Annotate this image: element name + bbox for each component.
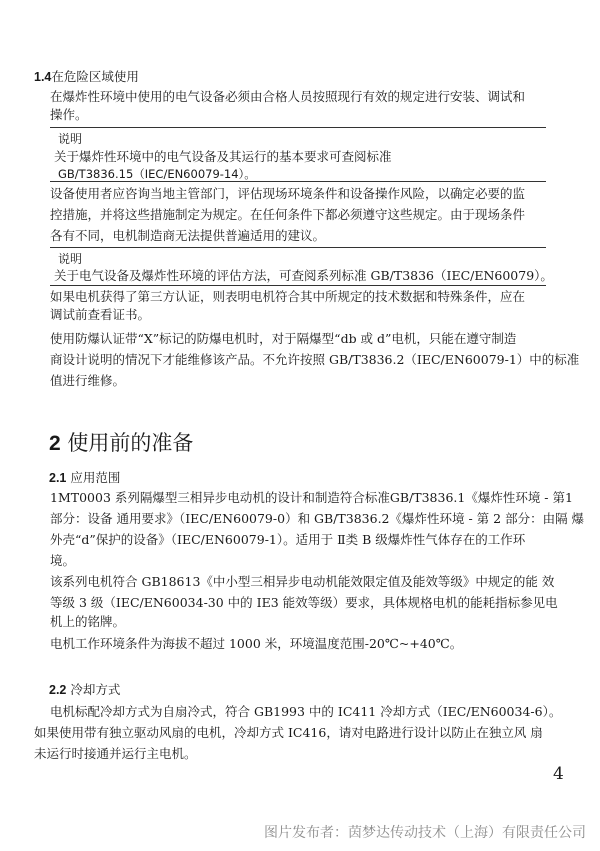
paragraph-line: 使用防爆认证带“X”标记的防爆电机时，对于隔爆型“db 或 d”电机，只能在遵守制造 bbox=[50, 331, 517, 346]
note-top-rule bbox=[50, 247, 546, 248]
chapter-heading-2 bbox=[49, 430, 193, 457]
section-heading-2-1 bbox=[49, 470, 120, 486]
paragraph-line: 商设计说明的情况下才能维修该产品。不允许按照 GB/T3836.2（IEC/EN60079-1）中的标准 bbox=[50, 352, 580, 367]
note-bottom-rule bbox=[50, 181, 546, 182]
note-bottom-rule bbox=[50, 285, 546, 286]
paragraph-line: 控措施，并将这些措施制定为规定。在任何条件下都必须遵守这些规定。由于现场条件 bbox=[50, 207, 526, 222]
paragraph-line: 各有不同，电机制造商无法提供普遍适用的建议。 bbox=[50, 228, 326, 243]
section-number: 2.1 bbox=[49, 471, 67, 485]
paragraph-line: 境。 bbox=[50, 553, 76, 568]
note-line: GB/T3836.15（IEC/EN60079-14）。 bbox=[58, 167, 256, 181]
paragraph-line: 电机工作环境条件为海拔不超过 1000 米，环境温度范围-20℃~+40℃。 bbox=[50, 636, 463, 651]
paragraph-line: 电机标配冷却方式为自扇冷式，符合 GB1993 中的 IC411 冷却方式（IEC/EN60034-6）。 bbox=[50, 704, 562, 719]
paragraph-line: 在爆炸性环境中使用的电气设备必须由合格人员按照现行有效的规定进行安装、调试和 bbox=[50, 89, 526, 104]
paragraph-line: 机上的铭牌。 bbox=[50, 614, 126, 629]
paragraph-line: 部分：设备 通用要求》（IEC/EN60079-0）和 GB/T3836.2《爆炸性环境 - 第 2 部分：由隔 爆 bbox=[50, 511, 585, 526]
paragraph-line: 等级 3 级（IEC/EN60034-30 中的 IE3 能效等级）要求，具体规格电机的能耗指标参见电 bbox=[50, 595, 558, 610]
paragraph-line: 操作。 bbox=[50, 107, 88, 122]
chapter-title: 使用前的准备 bbox=[67, 431, 194, 455]
note-label: 说明 bbox=[58, 252, 83, 266]
section-title: 冷却方式 bbox=[70, 682, 121, 697]
paragraph-line: 未运行时接通并运行主电机。 bbox=[34, 746, 197, 761]
publisher-watermark: 图片发布者：茵梦达传动技术（上海）有限责任公司 bbox=[264, 825, 586, 841]
section-heading-1-4 bbox=[34, 69, 139, 85]
section-number: 2.2 bbox=[49, 683, 67, 697]
paragraph-line: 外壳“d”保护的设备》（IEC/EN60079-1）。适用于 Ⅱ类 B 级爆炸性气体存在的工作环 bbox=[50, 532, 526, 547]
section-number: 1.4 bbox=[34, 70, 52, 84]
section-title: 应用范围 bbox=[70, 470, 121, 485]
note-line: 关于电气设备及爆炸性环境的评估方法，可查阅系列标准 GB/T3836（IEC/EN60079）。 bbox=[54, 268, 553, 283]
note-line: 关于爆炸性环境中的电气设备及其运行的基本要求可查阅标准 bbox=[54, 149, 392, 164]
paragraph-line: 1MT0003 系列隔爆型三相异步电动机的设计和制造符合标准GB/T3836.1《爆炸性环境 - 第1 bbox=[50, 490, 573, 505]
paragraph-line: 设备使用者应咨询当地主管部门，评估现场环境条件和设备操作风险，以确定必要的监 bbox=[50, 186, 526, 201]
paragraph-line: 如果使用带有独立驱动风扇的电机，冷却方式 IC416，请对电路进行设计以防止在独立风 扇 bbox=[34, 725, 543, 740]
note-label: 说明 bbox=[58, 132, 83, 146]
section-heading-2-2 bbox=[49, 682, 120, 698]
paragraph-line: 如果电机获得了第三方认证，则表明电机符合其中所规定的技术数据和特殊条件，应在 bbox=[50, 289, 526, 304]
paragraph-line: 该系列电机符合 GB18613《中小型三相异步电动机能效限定值及能效等级》中规定的能 效 bbox=[50, 574, 555, 589]
paragraph-line: 值进行维修。 bbox=[50, 373, 126, 388]
section-title: 在危险区域使用 bbox=[51, 69, 139, 84]
note-top-rule bbox=[50, 127, 546, 128]
paragraph-line: 调试前查看证书。 bbox=[50, 307, 151, 322]
chapter-number: 2 bbox=[49, 432, 61, 455]
page-number: 4 bbox=[553, 764, 564, 784]
